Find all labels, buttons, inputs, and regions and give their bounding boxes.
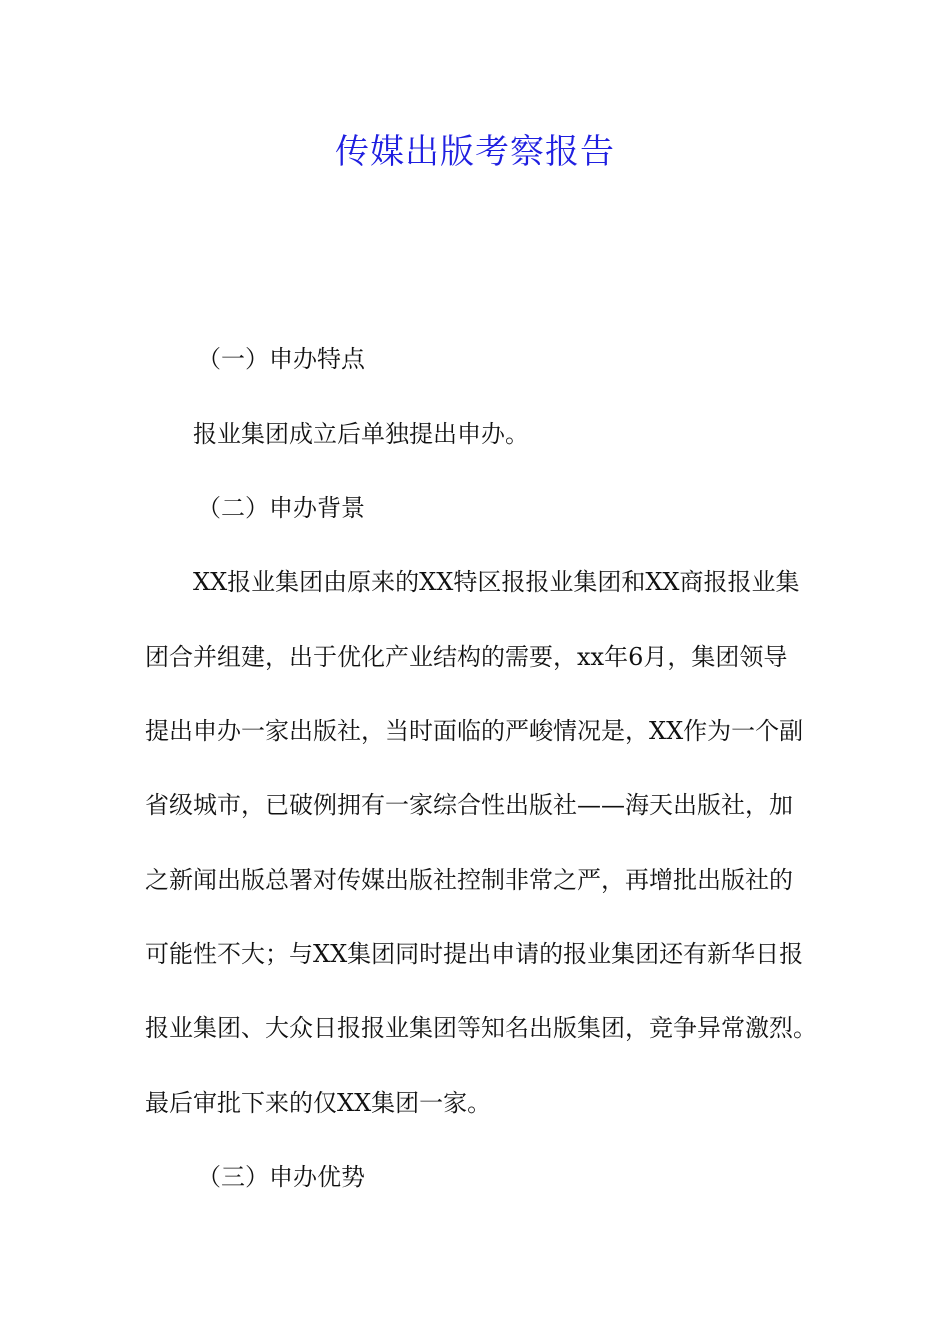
section-heading-1: （一）申办特点 [197,345,365,373]
section-heading-2: （二）申办背景 [197,494,365,522]
paragraph-line: XX报业集团由原来的XX特区报报业集团和XX商报报业集 [193,568,800,596]
paragraph-line: 之新闻出版总署对传媒出版社控制非常之严，再增批出版社的 [145,866,793,894]
document-title: 传媒出版考察报告 [335,132,615,172]
paragraph-line: 可能性不大；与XX集团同时提出申请的报业集团还有新华日报 [145,940,804,968]
paragraph-line: 省级城市，已破例拥有一家综合性出版社——海天出版社，加 [145,791,793,819]
paragraph-line: 报业集团成立后单独提出申办。 [193,420,529,448]
paragraph-line: 报业集团、大众日报报业集团等知名出版集团，竞争异常激烈。 [145,1014,817,1042]
section-heading-3: （三）申办优势 [197,1163,365,1191]
paragraph-line: 提出申办一家出版社，当时面临的严峻情况是，XX作为一个副 [145,717,804,745]
paragraph-line: 团合并组建，出于优化产业结构的需要，xx年6月，集团领导 [145,643,788,671]
paragraph-line: 最后审批下来的仅XX集团一家。 [145,1089,492,1117]
